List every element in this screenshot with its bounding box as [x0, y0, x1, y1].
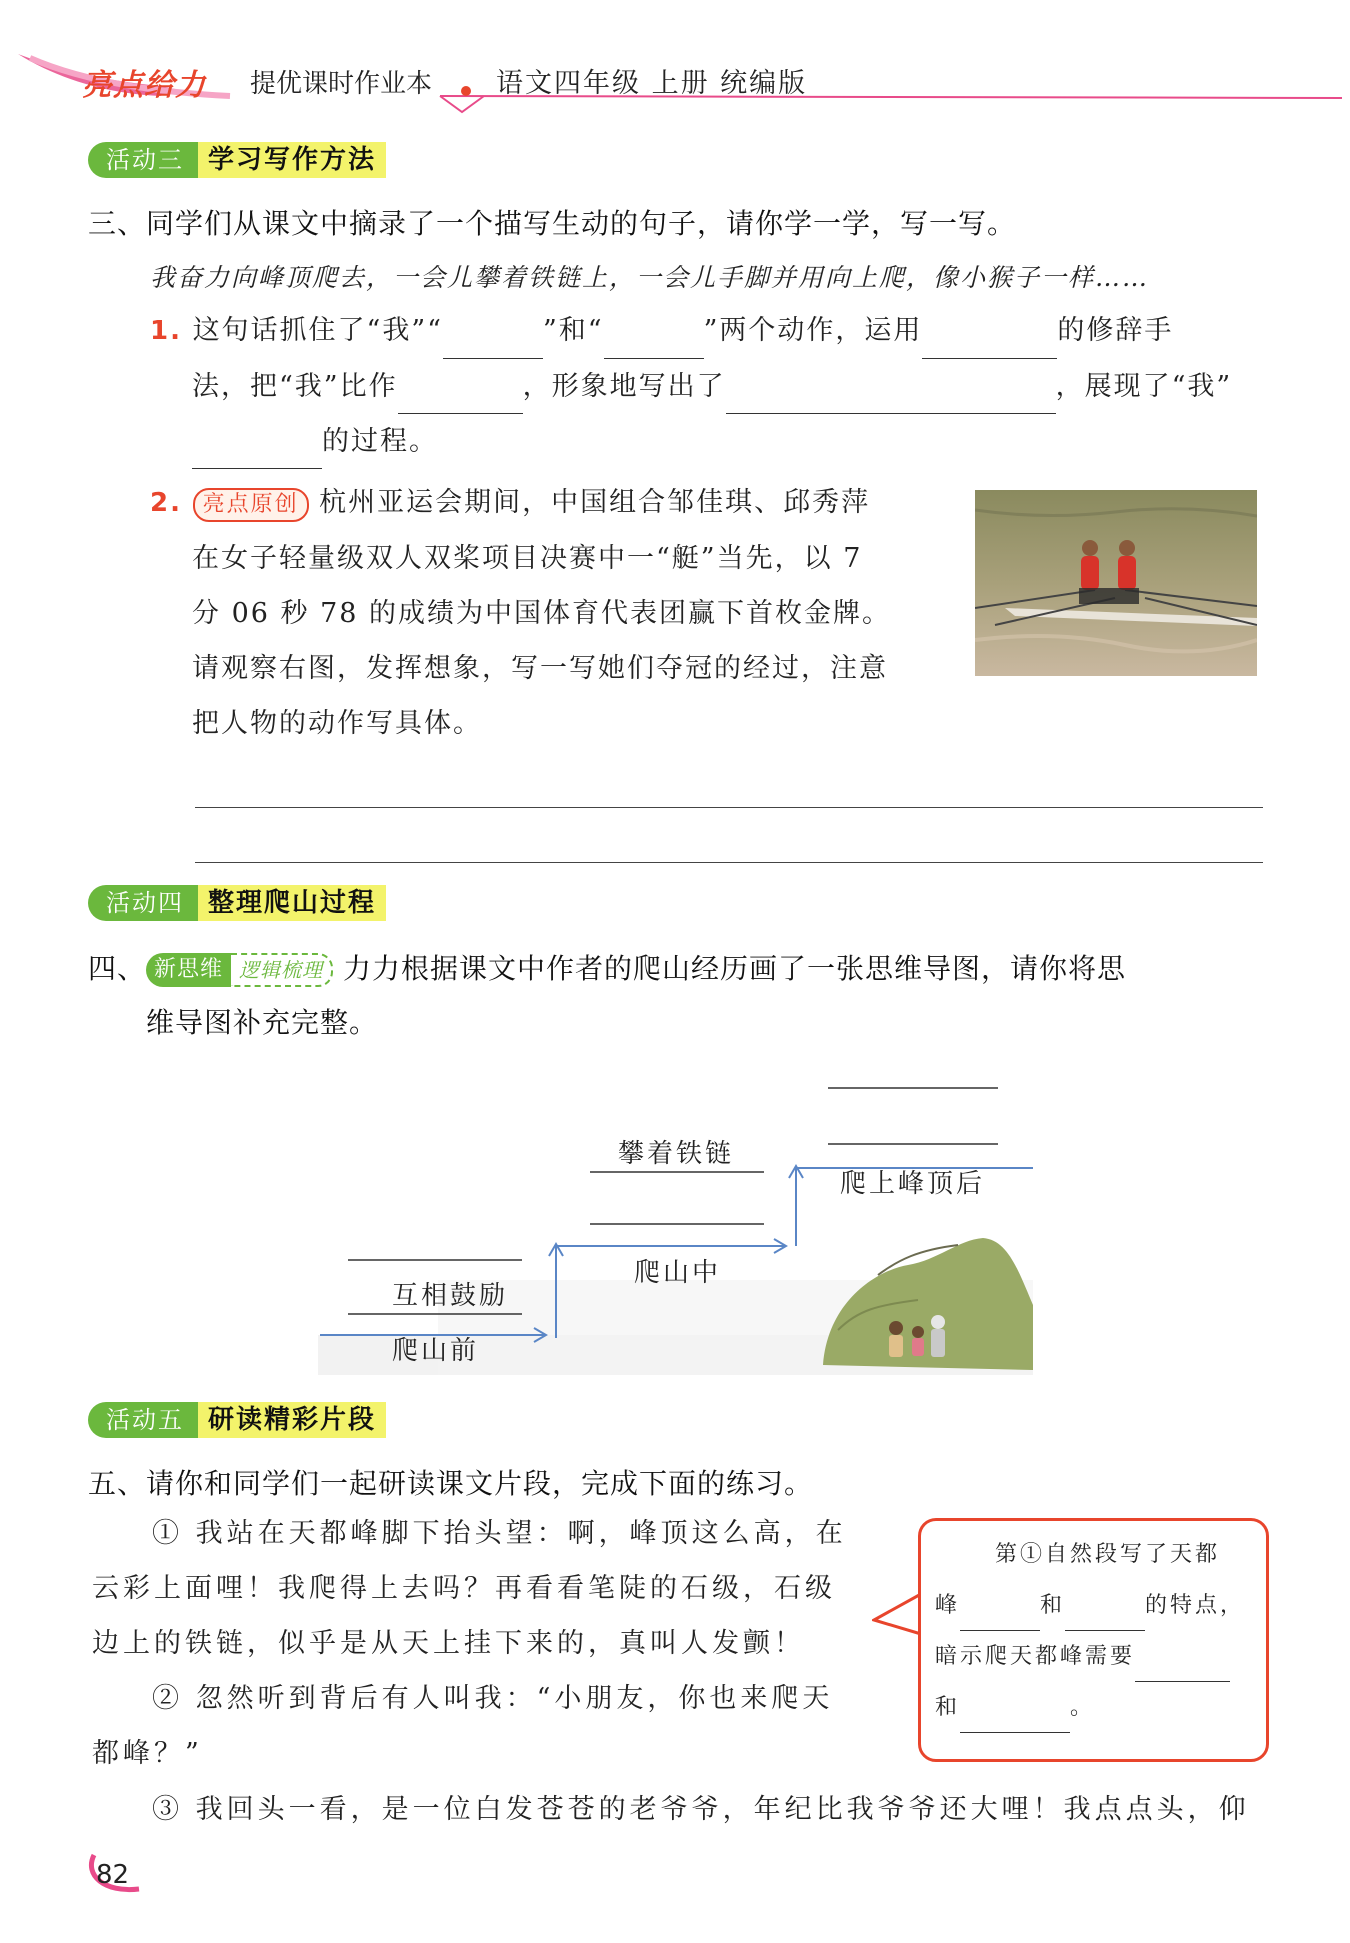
answer-blank[interactable] [922, 330, 1057, 359]
activity-5-title: 研读精彩片段 [198, 1402, 386, 1438]
activity-4-title: 整理爬山过程 [198, 885, 386, 921]
step3-label: 爬上峰顶后 [840, 1169, 986, 1199]
book-title: 语文四年级 上册 统编版 [496, 68, 808, 99]
question-4-prompt: 四、 新思维 逻辑梳理 力力根据课文中作者的爬山经历画了一张思维导图，请你将思 维导图补充完整。 [88, 952, 1126, 1039]
answer-blank[interactable] [960, 1606, 1040, 1631]
writing-line[interactable] [195, 862, 1263, 863]
activity-5-tag: 活动五 [88, 1402, 198, 1438]
series-title: 提优课时作业本 [250, 69, 433, 99]
question-3-2: 2. 亮点原创 杭州亚运会期间，中国组合邹佳琪、邱秀萍 在女子轻量级双人双桨项目决赛中一“艇”当先，以 7 分 06 秒 78 的成绩为中国体育代表团赢下首枚金牌。 请观察右图，发挥想象，写一写她们夺冠的经过，注意 把人物的动作写具体。 [150, 487, 892, 739]
question-3-1: 1. 这句话抓住了“我”“ ”和“ ”两个动作，运用 的修辞手 法，把“我”比作 ，形象地写出了 ，展现了“我” 的过程。 [150, 303, 1270, 469]
activity-5-heading [88, 1402, 386, 1438]
activity-4-tag: 活动四 [88, 885, 198, 921]
answer-blank[interactable] [1065, 1606, 1145, 1631]
page-number: 82 [96, 1860, 130, 1890]
answer-blank[interactable] [960, 1708, 1070, 1733]
callout-pointer [872, 1590, 924, 1640]
step1-label: 爬山前 [392, 1336, 480, 1366]
answer-blank[interactable] [443, 330, 543, 359]
step2-label: 爬山中 [634, 1258, 722, 1288]
question-3-prompt: 三、同学们从课文中摘录了一个描写生动的句子，请你学一学，写一写。 [88, 207, 1017, 240]
step1-item: 互相鼓励 [392, 1281, 509, 1311]
rowing-photo [975, 490, 1257, 676]
reading-passage-para3: ③ 我回头一看，是一位白发苍苍的老爷爷，年纪比我爷爷还大哩！我点点头，仰 [152, 1794, 1250, 1825]
activity-4-heading [88, 885, 386, 921]
q3-2-number: 2. [150, 488, 182, 518]
brand-logo: 亮点给力 [82, 68, 206, 103]
annotation-callout: 第①自然段写了天都 峰 和 的特点， 暗示爬天都峰需要 和 。 [918, 1518, 1269, 1762]
answer-blank[interactable] [1135, 1657, 1230, 1682]
answer-blank[interactable] [398, 385, 523, 414]
step2-item: 攀着铁链 [618, 1139, 735, 1169]
reading-passage: ① 我站在天都峰脚下抬头望：啊，峰顶这么高，在 云彩上面哩！我爬得上去吗？再看看笔陡的石级，石级 边上的铁链，似乎是从天上挂下来的，真叫人发颤！ ② 忽然听到背后有人叫我：“小朋友，你也来爬天 都峰？” [92, 1518, 847, 1769]
question-5-prompt: 五、请你和同学们一起研读课文片段，完成下面的练习。 [88, 1467, 814, 1500]
new-thinking-badge: 新思维 逻辑梳理 [146, 953, 333, 987]
q3-1-number: 1. [150, 316, 182, 346]
original-badge: 亮点原创 [193, 488, 309, 522]
mind-map [318, 1070, 1033, 1375]
quoted-sentence: 我奋力向峰顶爬去，一会儿攀着铁链上，一会儿手脚并用向上爬，像小猴子一样…… [150, 263, 1150, 292]
activity-3-title: 学习写作方法 [198, 142, 386, 178]
answer-blank[interactable] [604, 330, 704, 359]
writing-line[interactable] [195, 807, 1263, 808]
activity-3-heading [88, 142, 386, 178]
answer-blank[interactable] [726, 385, 1056, 414]
answer-blank[interactable] [192, 440, 322, 469]
header-dot [461, 86, 471, 96]
activity-3-tag: 活动三 [88, 142, 198, 178]
